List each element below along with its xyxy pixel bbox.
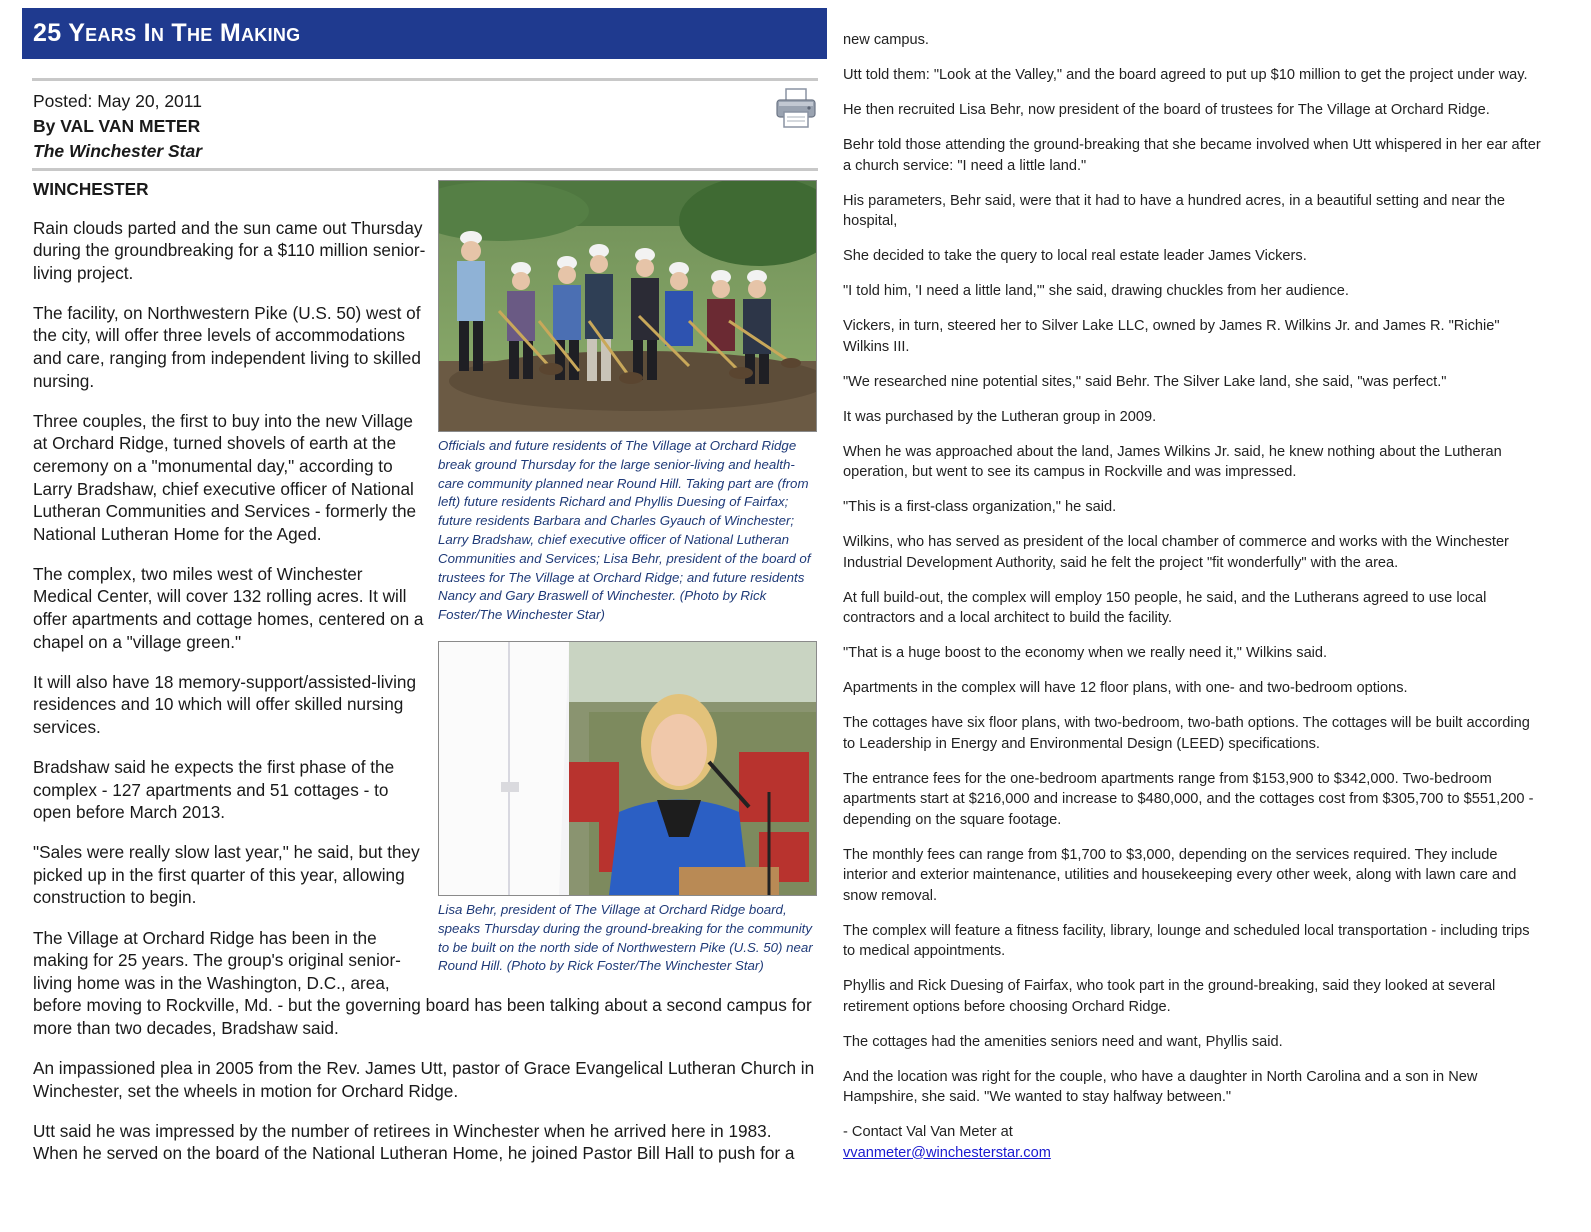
photo-caption: Officials and future residents of The Village at Orchard Ridge break ground Thursday for the large senior-living and health-care community planned near Round Hill. Taking part are (from left) future residents Richard and Phyllis Duesing of Fairfax; future residents Barbara and Charles Gyauch of Winchester; Larry Bradshaw, chief executive officer of National Lutheran Communities and Services; Lisa Behr, president of the board of trustees for The Village at Orchard Ridge; and future residents Nancy and Gary Braswell of Winchester. (Photo by Rick Foster/The Winchester Star) xyxy=(438,438,811,623)
paragraph: Rain clouds parted and the sun came out Thursday during the groundbreaking for a $110 million senior-living project. xyxy=(33,217,426,283)
article-title: 25 Years In The Making xyxy=(33,19,301,47)
paragraph: She decided to take the query to local real estate leader James Vickers. xyxy=(843,248,1307,264)
paragraph: And the location was right for the couple, who have a daughter in North Carolina and a son in New Hampshire, she said. "We wanted to stay halfway between." xyxy=(843,1068,1478,1105)
paragraph: It will also have 18 memory-support/assisted-living residences and 10 which will offer skilled nursing services. xyxy=(33,671,417,737)
paragraph: An impassioned plea in 2005 from the Rev. James Utt, pastor of Grace Evangelical Lutheran Church in Winchester, set the wheels in motion for Orchard Ridge. xyxy=(33,1058,815,1101)
paragraph: Three couples, the first to buy into the new Village at Orchard Ridge, turned shovels of earth at the ceremony on a "monumental day," according to Larry Bradshaw, chief executive officer of National Lutheran Communities and Services - formerly the National Lutheran Home for the Aged. xyxy=(33,410,417,544)
byline xyxy=(33,89,202,164)
paragraph: Bradshaw said he expects the first phase of the complex - 127 apartments and 51 cottages - to open before March 2013. xyxy=(33,756,395,823)
publication-name: The Winchester Star xyxy=(33,141,203,161)
article-body-left xyxy=(33,178,819,1182)
paragraph: "We researched nine potential sites," said Behr. The Silver Lake land, she said, "was perfect." xyxy=(843,373,1447,390)
photo-caption: Lisa Behr, president of The Village at Orchard Ridge board, speaks Thursday during the ground-breaking for the community to be built on the north side of Northwestern Pike (U.S. 50) near Round Hill. (Photo by Rick Foster/The Winchester Star) xyxy=(438,901,813,974)
paragraph: "That is a huge boost to the economy when we really need it," Wilkins said. xyxy=(843,645,1328,661)
paragraph: Apartments in the complex will have 12 floor plans, with one- and two-bedroom options. xyxy=(843,680,1408,696)
groundbreaking-photo xyxy=(438,180,817,432)
photo-column xyxy=(438,178,819,976)
contact-line xyxy=(843,1122,1543,1163)
divider-top xyxy=(32,78,818,81)
paragraph: Utt told them: "Look at the Valley," and the board agreed to put up $10 million to get the project under way. xyxy=(843,67,1528,83)
author: By VAL VAN METER xyxy=(33,116,201,136)
dateline: WINCHESTER xyxy=(33,179,149,199)
article-header-bar xyxy=(22,8,827,59)
paragraph: new campus. xyxy=(843,32,929,48)
paragraph: Utt said he was impressed by the number of retirees in Winchester when he arrived here in 1983. When he served on the board of the National Lutheran Home, he joined Pastor Bill Hall to push for a xyxy=(33,1120,795,1164)
paragraph: He then recruited Lisa Behr, now president of the board of trustees for The Village at Orchard Ridge. xyxy=(843,102,1490,118)
paragraph: Behr told those attending the ground-breaking that she became involved when Utt whispered in her ear after a church service: "I need a little land." xyxy=(843,137,1541,174)
paragraph: Wilkins, who has served as president of the local chamber of commerce and works with the Winchester Industrial Development Authority, said he felt the project "fit wonderfully" with the area. xyxy=(843,534,1509,571)
contact-text: - Contact Val Van Meter at xyxy=(843,1124,1013,1140)
paragraph: The monthly fees can range from $1,700 to $3,000, depending on the services required. They include interior and exterior maintenance, utilities and housekeeping every other week, along with lawn care and snow removal. xyxy=(843,846,1517,904)
paragraph: The complex will feature a fitness facility, library, lounge and scheduled local transportation - including trips to medical appointments. xyxy=(843,922,1530,959)
paragraph: When he was approached about the land, James Wilkins Jr. said, he knew nothing about the Lutheran operation, but went to see its campus in Rockville and was impressed. xyxy=(843,443,1502,480)
contact-email-link[interactable]: vvanmeter@winchesterstar.com xyxy=(843,1144,1051,1161)
paragraph: His parameters, Behr said, were that it had to have a hundred acres, in a beautiful setting and near the hospital, xyxy=(843,192,1505,229)
speaker-photo xyxy=(438,641,817,896)
paragraph: "This is a first-class organization," he said. xyxy=(843,499,1117,515)
paragraph: The entrance fees for the one-bedroom apartments range from $153,900 to $342,000. Two-bedroom apartments start at $216,000 and increase to $480,000, and the cottages cost from $305,700 to $551,200 - depending on the square footage. xyxy=(843,770,1534,828)
paragraph: Phyllis and Rick Duesing of Fairfax, who took part in the ground-breaking, said they looked at several retirement options before choosing Orchard Ridge. xyxy=(843,978,1496,1015)
paragraph: "Sales were really slow last year," he said, but they picked up in the first quarter of this year, allowing construction to begin. xyxy=(33,842,420,908)
divider-bottom xyxy=(32,168,818,171)
paragraph: It was purchased by the Lutheran group in 2009. xyxy=(843,408,1157,425)
article-body-right xyxy=(843,30,1543,1163)
paragraph: Vickers, in turn, steered her to Silver Lake LLC, owned by James R. Wilkins Jr. and James R. "Richie" Wilkins III. xyxy=(843,318,1500,355)
paragraph: At full build-out, the complex will employ 150 people, he said, and the Lutherans agreed to use local contractors and a local architect to build the facility. xyxy=(843,589,1487,626)
paragraph: The Village at Orchard Ridge has been in the making for 25 years. The group's original senior-living home was in the Washington, D.C., area, before moving to Rockville, Md. - but the governing board has been talking about a second campus for more than two decades, Bradshaw said. xyxy=(33,927,812,1038)
paragraph: The cottages have six floor plans, with two-bedroom, two-bath options. The cottages will be built according to Leadership in Energy and Environmental Design (LEED) specifications. xyxy=(843,715,1530,752)
printer-icon[interactable] xyxy=(775,87,817,129)
paragraph: The cottages had the amenities seniors need and want, Phyllis said. xyxy=(843,1033,1283,1050)
paragraph: "I told him, 'I need a little land,'" she said, drawing chuckles from her audience. xyxy=(843,283,1349,299)
paragraph: The facility, on Northwestern Pike (U.S. 50) west of the city, will offer three levels of accommodations and care, ranging from independent living to skilled nursing. xyxy=(33,302,421,391)
posted-date: Posted: May 20, 2011 xyxy=(33,91,202,111)
paragraph: The complex, two miles west of Winchester Medical Center, will cover 132 rolling acres. It will offer apartments and cottage homes, centered on a chapel on a "village green." xyxy=(33,563,424,652)
